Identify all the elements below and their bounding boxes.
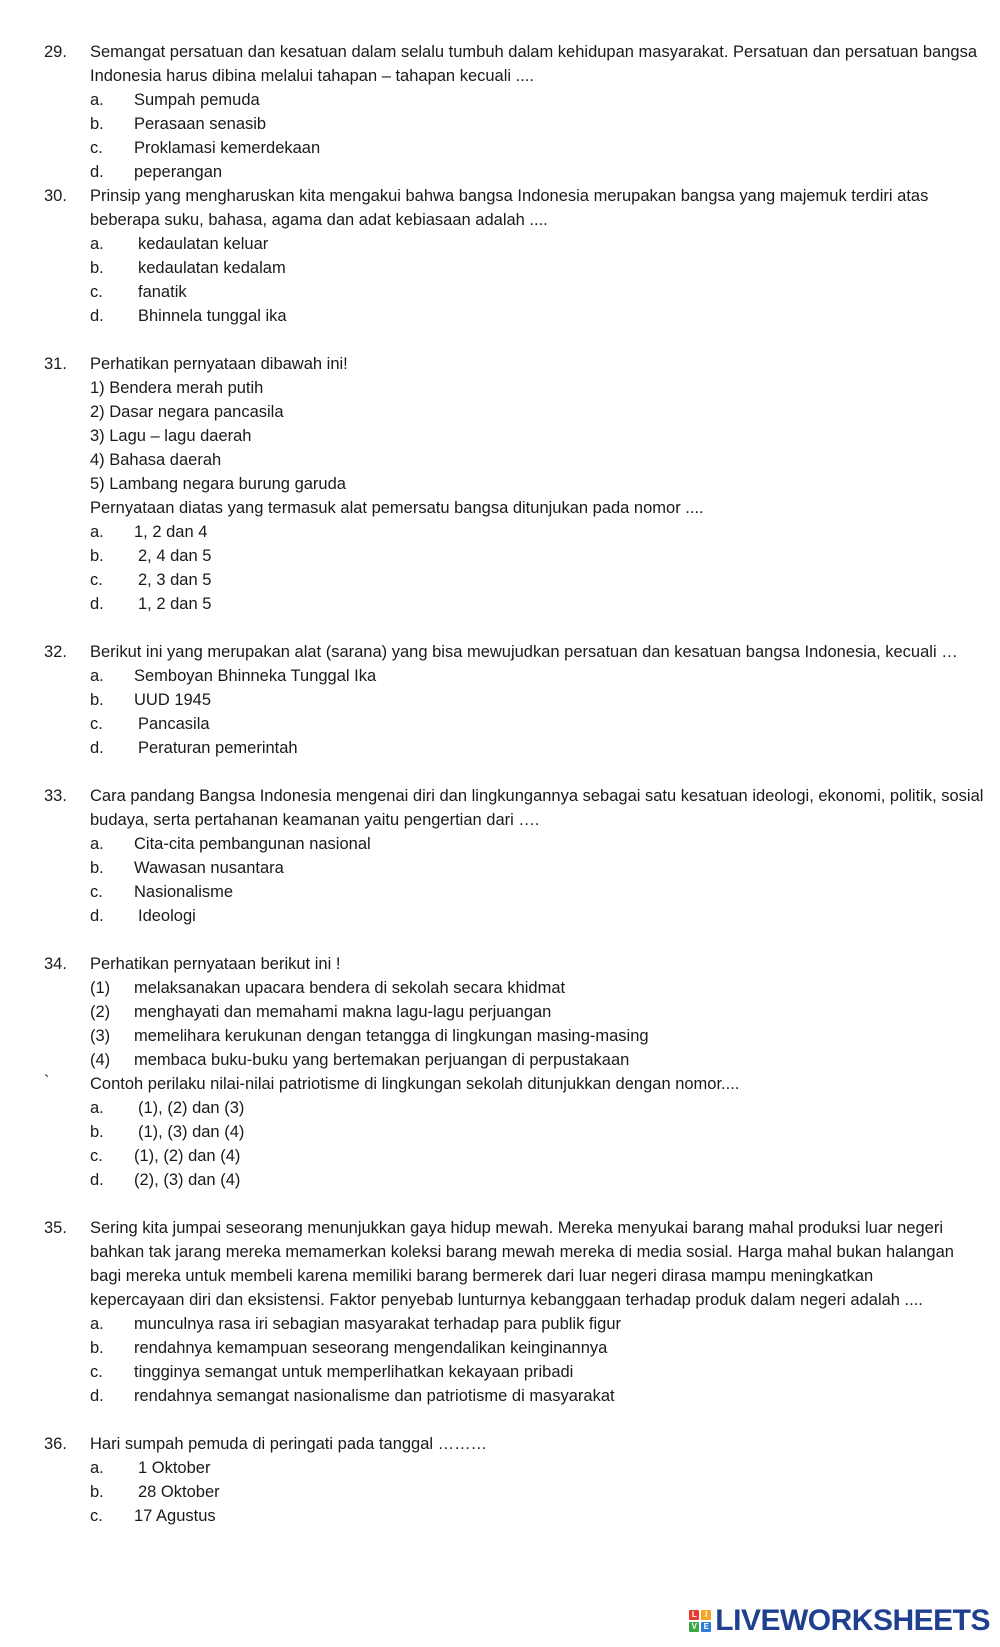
question-text: Indonesia harus dibina melalui tahapan – tahapan kecuali .... (90, 67, 534, 85)
option-letter[interactable]: d. (90, 307, 104, 325)
question-prompt: Contoh perilaku nilai-nilai patriotisme di lingkungan sekolah ditunjukkan dengan nomor.... (90, 1075, 740, 1093)
option-letter[interactable]: b. (90, 1339, 104, 1357)
option-letter[interactable]: c. (90, 1507, 103, 1525)
option-letter[interactable]: d. (90, 907, 104, 925)
question-text: Hari sumpah pemuda di peringati pada tanggal ……… (90, 1435, 488, 1453)
option-text[interactable]: (1), (2) dan (3) (138, 1099, 245, 1117)
question-number: 32. (44, 643, 67, 661)
stray-mark: ` (44, 1073, 50, 1091)
option-text[interactable]: kedaulatan kedalam (138, 259, 286, 277)
option-letter[interactable]: a. (90, 667, 104, 685)
option-letter[interactable]: c. (90, 283, 103, 301)
option-letter[interactable]: d. (90, 1387, 104, 1405)
question-number: 29. (44, 43, 67, 61)
option-text[interactable]: 1, 2 dan 4 (134, 523, 208, 541)
option-letter[interactable]: b. (90, 859, 104, 877)
option-letter[interactable]: a. (90, 1099, 104, 1117)
point-number: (2) (90, 1003, 111, 1021)
option-text[interactable]: fanatik (138, 283, 187, 301)
option-letter[interactable]: c. (90, 139, 103, 157)
option-text[interactable]: 28 Oktober (138, 1483, 220, 1501)
option-text[interactable]: 1 Oktober (138, 1459, 211, 1477)
option-letter[interactable]: a. (90, 835, 104, 853)
option-text[interactable]: Ideologi (138, 907, 196, 925)
option-letter[interactable]: b. (90, 691, 104, 709)
option-text[interactable]: Sumpah pemuda (134, 91, 260, 109)
option-text[interactable]: Cita-cita pembangunan nasional (134, 835, 371, 853)
option-text[interactable]: rendahnya semangat nasionalisme dan patriotisme di masyarakat (134, 1387, 615, 1405)
option-letter[interactable]: a. (90, 235, 104, 253)
option-text[interactable]: Perasaan senasib (134, 115, 267, 133)
option-letter[interactable]: d. (90, 595, 104, 613)
question-prompt: Pernyataan diatas yang termasuk alat pemersatu bangsa ditunjukan pada nomor .... (90, 499, 704, 517)
option-letter[interactable]: c. (90, 1147, 103, 1165)
option-text[interactable]: Semboyan Bhinneka Tunggal Ika (134, 667, 377, 685)
option-letter[interactable]: c. (90, 883, 103, 901)
option-letter[interactable]: b. (90, 259, 104, 277)
option-letter[interactable]: d. (90, 739, 104, 757)
logo-tile: V (689, 1622, 699, 1632)
option-letter[interactable]: c. (90, 715, 103, 733)
logo-tile: E (701, 1622, 711, 1632)
logo-tile: L (689, 1610, 699, 1620)
option-letter[interactable]: b. (90, 547, 104, 565)
option-text[interactable]: rendahnya kemampuan seseorang mengendalikan keinginannya (134, 1339, 608, 1357)
option-text[interactable]: peperangan (134, 163, 223, 181)
option-text[interactable]: kedaulatan keluar (138, 235, 269, 253)
option-letter[interactable]: b. (90, 1123, 104, 1141)
option-text[interactable]: Proklamasi kemerdekaan (134, 139, 321, 157)
question-number: 31. (44, 355, 67, 373)
point-text: memelihara kerukunan dengan tetangga di lingkungan masing-masing (134, 1027, 649, 1045)
question-number: 30. (44, 187, 67, 205)
statement-item: 1) Bendera merah putih (90, 379, 264, 397)
option-text[interactable]: 2, 3 dan 5 (138, 571, 212, 589)
logo-tile: I (701, 1610, 711, 1620)
option-text[interactable]: Bhinnela tunggal ika (138, 307, 287, 325)
question-number: 35. (44, 1219, 67, 1237)
point-number: (3) (90, 1027, 111, 1045)
question-text: Prinsip yang mengharuskan kita mengakui bahwa bangsa Indonesia merupakan bangsa yang majemuk terdiri atas (90, 187, 929, 205)
option-letter[interactable]: a. (90, 91, 104, 109)
option-text[interactable]: Nasionalisme (134, 883, 234, 901)
option-text[interactable]: 2, 4 dan 5 (138, 547, 212, 565)
point-text: membaca buku-buku yang bertemakan perjuangan di perpustakaan (134, 1051, 630, 1069)
option-text[interactable]: 1, 2 dan 5 (138, 595, 212, 613)
question-number: 36. (44, 1435, 67, 1453)
option-letter[interactable]: a. (90, 1315, 104, 1333)
statement-item: 3) Lagu – lagu daerah (90, 427, 252, 445)
statement-item: 2) Dasar negara pancasila (90, 403, 284, 421)
liveworksheets-logo[interactable] (689, 1601, 990, 1641)
logo-wordmark: LIVEWORKSHEETS (715, 1604, 990, 1637)
option-letter[interactable]: b. (90, 1483, 104, 1501)
option-text[interactable]: 17 Agustus (134, 1507, 216, 1525)
statement-item: 5) Lambang negara burung garuda (90, 475, 346, 493)
question-text: kepercayaan diri dan eksistensi. Faktor penyebab lunturnya kebanggaan terhadap produk dalam negeri adalah .... (90, 1291, 923, 1309)
option-text[interactable]: (1), (3) dan (4) (138, 1123, 245, 1141)
option-letter[interactable]: b. (90, 115, 104, 133)
option-letter[interactable]: a. (90, 1459, 104, 1477)
option-text[interactable]: Pancasila (138, 715, 210, 733)
logo-tiles-icon (689, 1610, 711, 1632)
question-text: Berikut ini yang merupakan alat (sarana) yang bisa mewujudkan persatuan dan kesatuan bangsa Indonesia, kecuali … (90, 643, 958, 661)
question-text: Cara pandang Bangsa Indonesia mengenai diri dan lingkungannya sebagai satu kesatuan ideologi, ekonomi, politik, sosial (90, 787, 984, 805)
option-letter[interactable]: a. (90, 523, 104, 541)
question-text: Sering kita jumpai seseorang menunjukkan gaya hidup mewah. Mereka menyukai barang mahal produksi luar negeri (90, 1219, 943, 1237)
point-text: menghayati dan memahami makna lagu-lagu perjuangan (134, 1003, 552, 1021)
question-number: 34. (44, 955, 67, 973)
option-text[interactable]: Peraturan pemerintah (138, 739, 298, 757)
point-number: (1) (90, 979, 111, 997)
question-text: beberapa suku, bahasa, agama dan adat kebiasaan adalah .... (90, 211, 548, 229)
option-text[interactable]: tingginya semangat untuk memperlihatkan kekayaan pribadi (134, 1363, 574, 1381)
option-letter[interactable]: d. (90, 1171, 104, 1189)
question-text: Semangat persatuan dan kesatuan dalam selalu tumbuh dalam kehidupan masyarakat. Persatuan dan persatuan bangsa (90, 43, 978, 61)
option-letter[interactable]: c. (90, 571, 103, 589)
question-text: budaya, serta pertahanan keamanan yaitu pengertian dari …. (90, 811, 540, 829)
option-text[interactable]: munculnya rasa iri sebagian masyarakat terhadap para publik figur (134, 1315, 622, 1333)
question-text: bahkan tak jarang mereka memamerkan koleksi barang mewah mereka di media sosial. Harga mahal bukan halangan (90, 1243, 954, 1261)
option-text[interactable]: (1), (2) dan (4) (134, 1147, 241, 1165)
option-letter[interactable]: c. (90, 1363, 103, 1381)
question-text: Perhatikan pernyataan berikut ini ! (90, 955, 341, 973)
question-text: bagi mereka untuk membeli karena memiliki barang bermerek dari luar negeri dirasa mampu meningkatkan (90, 1267, 874, 1285)
question-number: 33. (44, 787, 67, 805)
point-number: (4) (90, 1051, 111, 1069)
point-text: melaksanakan upacara bendera di sekolah secara khidmat (134, 979, 566, 997)
option-text[interactable]: UUD 1945 (134, 691, 212, 709)
option-text[interactable]: (2), (3) dan (4) (134, 1171, 241, 1189)
option-text[interactable]: Wawasan nusantara (134, 859, 284, 877)
option-letter[interactable]: d. (90, 163, 104, 181)
question-text: Perhatikan pernyataan dibawah ini! (90, 355, 348, 373)
statement-item: 4) Bahasa daerah (90, 451, 222, 469)
